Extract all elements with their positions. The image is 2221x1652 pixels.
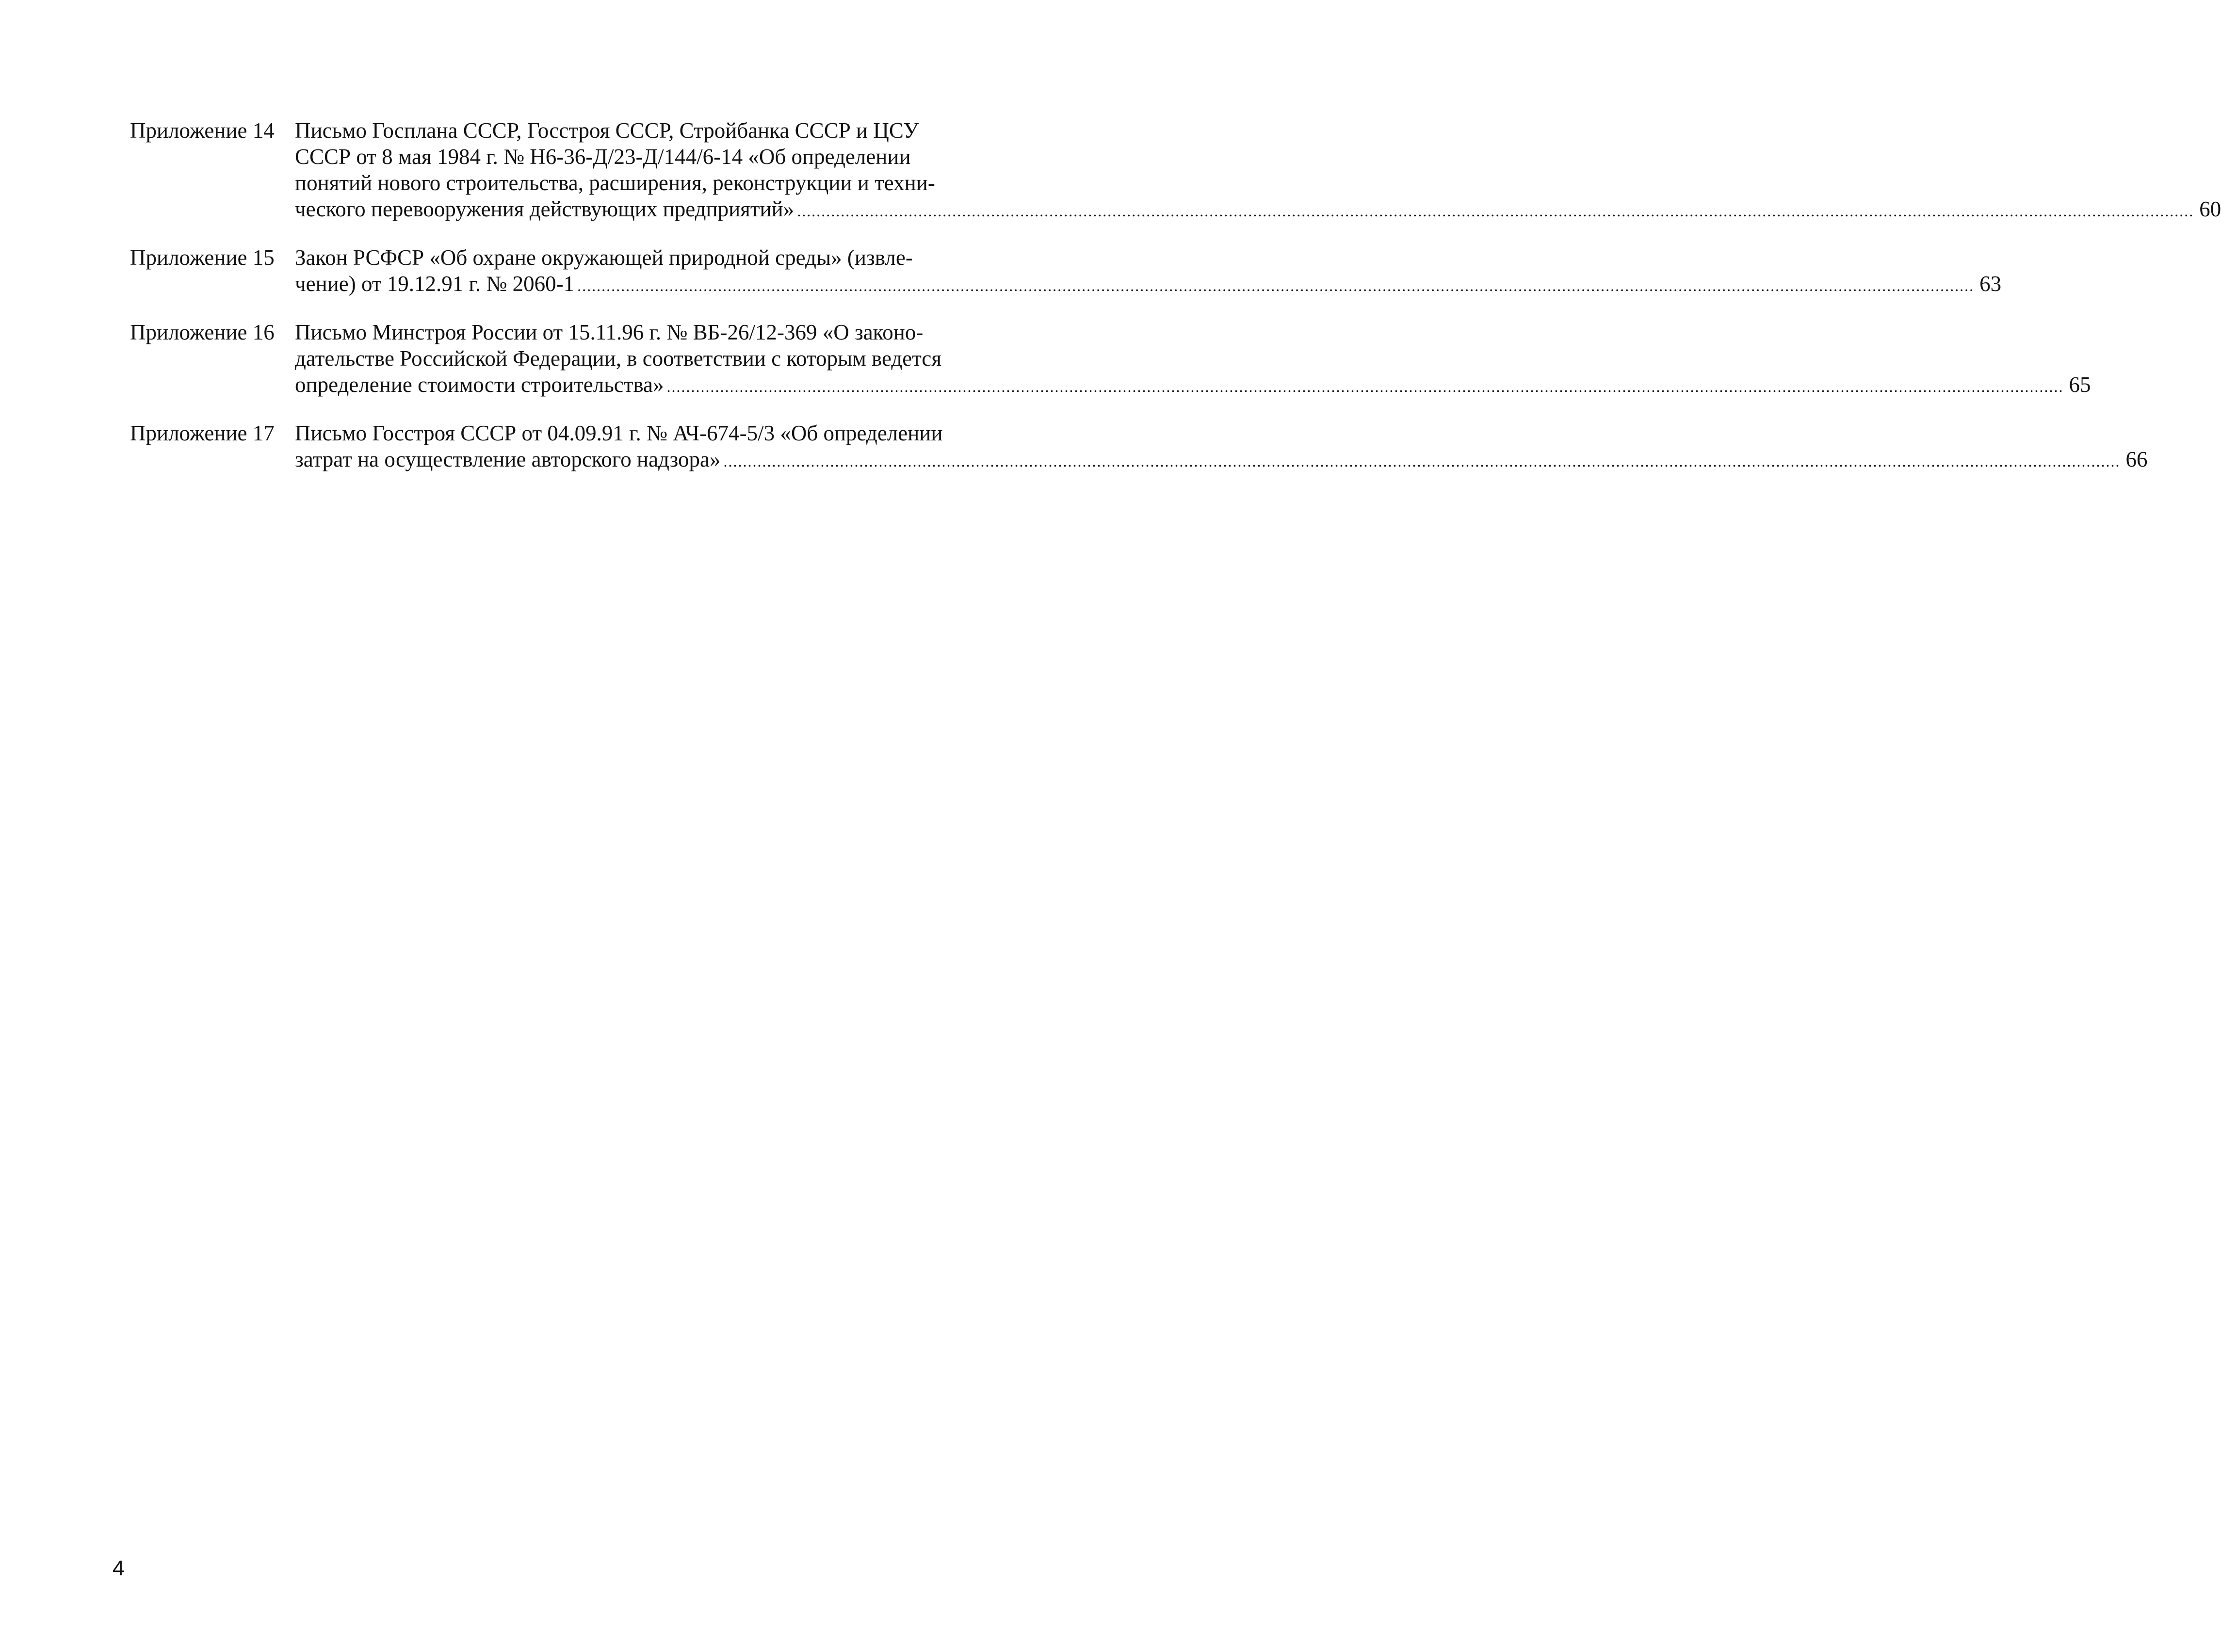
toc-entry-title <box>295 420 2147 474</box>
toc-entry-line: затрат на осуществление авторского надзора» <box>295 447 721 471</box>
toc-entry-page: 66 <box>2125 447 2148 471</box>
toc-entry-last-line <box>295 271 2001 299</box>
toc-entry-label: Приложение 14 <box>130 118 275 143</box>
dot-leader <box>577 273 1974 299</box>
toc-entry-label: Приложение 16 <box>130 320 275 344</box>
toc-entry-label: Приложение 15 <box>130 245 275 270</box>
toc-entry-line: определение стоимости строительства» <box>295 373 664 397</box>
toc-entry-line: Закон РСФСР «Об охране окружающей природной среды» (извле- <box>295 245 913 270</box>
page-number: 4 <box>113 1556 125 1580</box>
toc-entry-appendix-16 <box>130 319 2091 400</box>
toc-entry-line: чение) от 19.12.91 г. № 2060-1 <box>295 272 575 296</box>
toc-entry-appendix-14 <box>130 117 2221 224</box>
toc-entry-line: СССР от 8 мая 1984 г. № Н6-36-Д/23-Д/144/6-14 «Об определении <box>295 145 911 169</box>
dot-leader <box>723 448 2120 474</box>
toc-entry-page: 63 <box>1979 272 2002 296</box>
toc-entry-title <box>295 117 2221 224</box>
dot-leader <box>797 198 2194 224</box>
toc-entry-line: понятий нового строительства, расширения, реконструкции и техни- <box>295 171 935 195</box>
toc-entry-appendix-17 <box>130 420 2148 474</box>
toc-entry-label: Приложение 17 <box>130 421 275 445</box>
toc-entry-line: Письмо Госстроя СССР от 04.09.91 г. № АЧ-674-5/3 «Об определении <box>295 421 943 445</box>
toc-entry-page: 60 <box>2199 197 2221 221</box>
toc-entry-last-line <box>295 372 2091 400</box>
toc-entry-line: Письмо Минстроя России от 15.11.96 г. № ВБ-26/12-369 «О законо- <box>295 320 924 344</box>
table-of-contents <box>130 117 2221 495</box>
toc-entry-line: Письмо Госплана СССР, Госстроя СССР, Стройбанка СССР и ЦСУ <box>295 118 919 143</box>
toc-entry-last-line <box>295 446 2147 474</box>
toc-entry-page: 65 <box>2069 373 2091 397</box>
toc-entry-appendix-15 <box>130 244 2002 299</box>
toc-entry-line: дательстве Российской Федерации, в соответствии с которым ведется <box>295 346 942 371</box>
toc-entry-last-line <box>295 196 2221 224</box>
toc-entry-line: ческого перевооружения действующих предприятий» <box>295 197 794 221</box>
toc-entry-title <box>295 244 2001 299</box>
dot-leader <box>667 373 2064 400</box>
toc-entry-title <box>295 319 2091 400</box>
